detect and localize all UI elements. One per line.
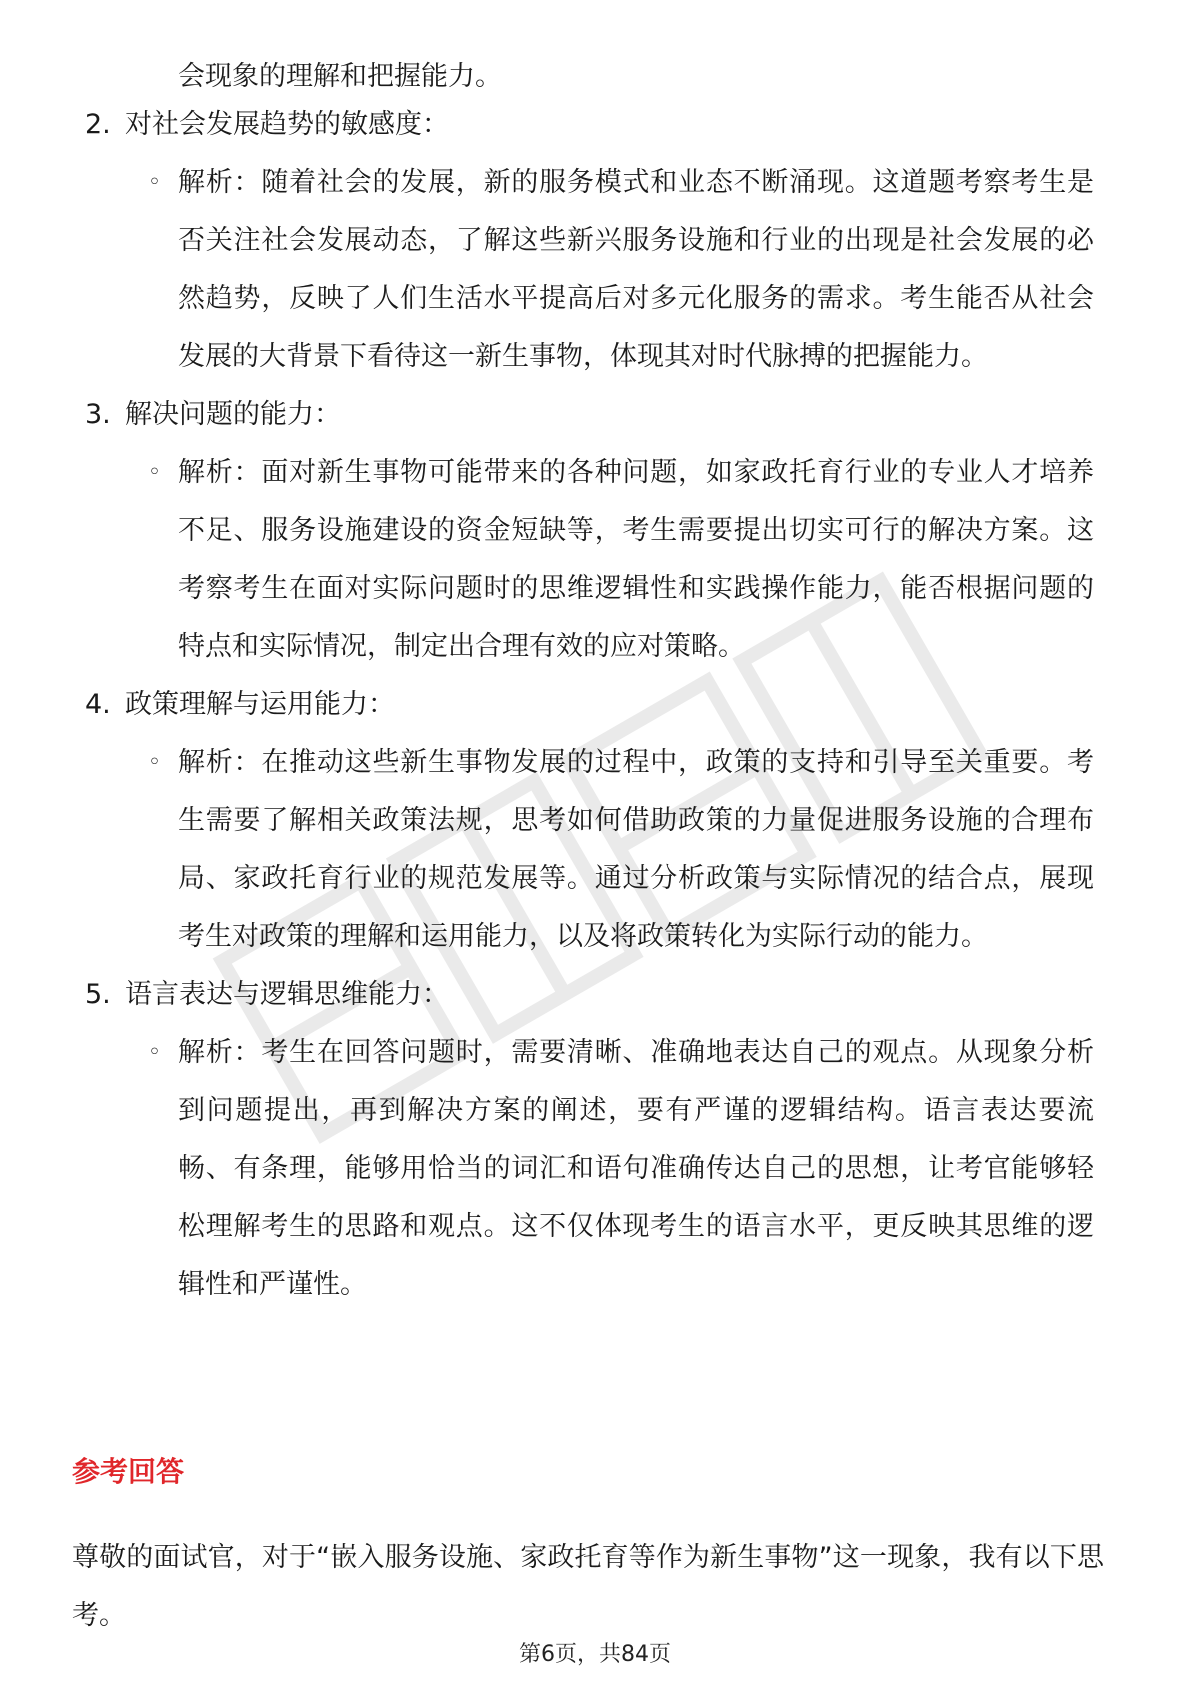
analysis-section (0, 96, 1190, 386)
section-title: 对社会发展趋势的敏感度： (125, 109, 449, 140)
analysis-text: 解析：面对新生事物可能带来的各种问题，如家政托育行业的专业人才培养不足、服务设施建设的资金短缺等，考生需要提出切实可行的解决方案。这考察考生在面对实际问题时的思维逻辑性和实践操作能力，能否根据问题的特点和实际情况，制定出合理有效的应对策略。 (178, 457, 1094, 662)
section-number: 5. (85, 979, 111, 1010)
analysis-section (0, 386, 1190, 676)
hollow-bullet-icon: ◦ (148, 1040, 161, 1065)
analysis-text: 解析：随着社会的发展，新的服务模式和业态不断涌现。这道题考察考生是否关注社会发展动态，了解这些新兴服务设施和行业的出现是社会发展的必然趋势，反映了人们生活水平提高后对多元化服务的需求。考生能否从社会发展的大背景下看待这一新生事物，体现其对时代脉搏的把握能力。 (178, 167, 1094, 372)
analysis-section (0, 676, 1190, 966)
hollow-bullet-icon: ◦ (148, 460, 161, 485)
section-title: 政策理解与运用能力： (125, 689, 395, 720)
hollow-bullet-icon: ◦ (148, 170, 161, 195)
section-number: 3. (85, 399, 111, 430)
section-number: 4. (85, 689, 111, 720)
section-heading (0, 96, 1190, 154)
bullet-item (0, 734, 1190, 966)
section-title: 语言表达与逻辑思维能力： (125, 979, 449, 1010)
section-number: 2. (85, 109, 111, 140)
section-title: 解决问题的能力： (125, 399, 341, 430)
section-heading (0, 966, 1190, 1024)
bullet-item (0, 1024, 1190, 1314)
continuation-text: 会现象的理解和把握能力。 (178, 61, 502, 92)
analysis-section (0, 966, 1190, 1314)
reference-answer-heading: 参考回答 (72, 1455, 185, 1488)
section-heading (0, 676, 1190, 734)
analysis-list (0, 96, 1190, 1314)
reference-answer-text: 尊敬的面试官，对于“嵌入服务设施、家政托育等作为新生事物”这一现象，我有以下思考。 (72, 1542, 1104, 1631)
section-heading (0, 386, 1190, 444)
analysis-text: 解析：考生在回答问题时，需要清晰、准确地表达自己的观点。从现象分析到问题提出，再到解决方案的阐述，要有严谨的逻辑结构。语言表达要流畅、有条理，能够用恰当的词汇和语句准确传达自己的思想，让考官能够轻松理解考生的思路和观点。这不仅体现考生的语言水平，更反映其思维的逻辑性和严谨性。 (178, 1037, 1094, 1300)
bullet-item (0, 444, 1190, 676)
page-number: 第6页，共84页 (519, 1642, 671, 1667)
analysis-text: 解析：在推动这些新生事物发展的过程中，政策的支持和引导至关重要。考生需要了解相关政策法规，思考如何借助政策的力量促进服务设施的合理布局、家政托育行业的规范发展等。通过分析政策与实际情况的结合点，展现考生对政策的理解和运用能力，以及将政策转化为实际行动的能力。 (178, 747, 1094, 952)
hollow-bullet-icon: ◦ (148, 750, 161, 775)
bullet-item (0, 154, 1190, 386)
